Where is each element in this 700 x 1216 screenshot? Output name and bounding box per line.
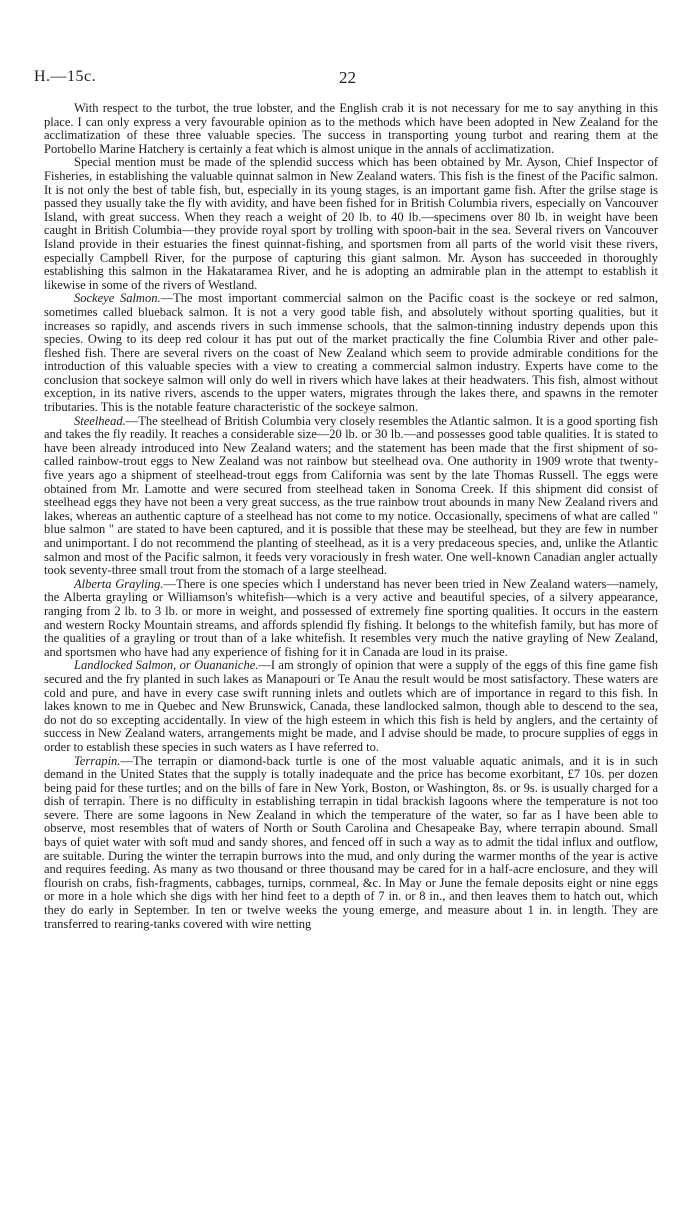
paragraph-heading: Alberta Grayling. — [74, 576, 164, 591]
paragraph-text: —The steelhead of British Columbia very closely resembles the Atlantic salmon. It is a good sporting fish and takes the fly readily. It reaches a considerable size—20 lb. or 30 lb.—and possesses good table qualities. It is stated to have been already introduced into New Zealand waters; and the statement has been made that the first shipment of so-called rainbow-trout eggs to New Zealand was not rainbow but steelhead ova. One authority in 1909 wrote that twenty-five years ago a shipment of steelhead-trout eggs from California was sent by the late Thomas Russell. The eggs were obtained from Mr. Lamotte and were secured from steelhead taken in Sonoma Creek. If this shipment did consist of steelhead eggs they have not been a very great success, as the true rainbow trout abounds in many New Zealand rivers and lakes, whereas an authentic capture of a steelhead has not come to my notice. Occasionally, specimens of what are called " blue salmon " are stated to have been captured, and it is possible that these may be steelhead, but they are few in number and unimportant. I do not recommend the planting of steelhead, as it is a very predaceous species, and, unlike the Atlantic salmon and most of the Pacific salmon, it feeds very voraciously in fresh water. One well-known Canadian angler actually took seventy-three small trout from the stomach of a large steelhead. — [44, 413, 658, 578]
paragraph-landlocked-salmon — [44, 659, 658, 754]
page-header — [34, 68, 666, 90]
paragraph-heading: Steelhead. — [74, 413, 126, 428]
paragraph-text: —The terrapin or diamond-back turtle is one of the most valuable aquatic animals, and it is in such demand in the United States that the supply is totally inadequate and the price has become exorbitant, £7 10s. per dozen being paid for these turtles; and on the bills of fare in New York, Boston, or Washington, 8s. or 9s. is usually charged for a dish of terrapin. There is no difficulty in establishing terrapin in tidal brackish lagoons where the temperature is not too severe. There are some lagoons in New Zealand in which the temperature of the water, so far as I have been able to observe, most resembles that of waters of North or South Carolina and Chesapeake Bay, where terrapin abound. Small bays of quiet water with soft mud and sandy shores, and fenced off in such a way as to admit the tidal influx and outflow, are suitable. During the winter the terrapin burrows into the mud, and only during the warmer months of the year is active and requires feeding. As many as two thousand or three thousand may be cared for in a half-acre enclosure, and they will flourish on crabs, fish-fragments, cabbages, turnips, cornmeal, &c. In May or June the female deposits eight or nine eggs or more in a hole which she digs with her hind feet to a depth of 7 in. or 8 in., and then leaves them to hatch out, which they do early in September. In ten or twelve weeks the young emerge, and measure about 1 in. in length. They are transferred to rearing-tanks covered with wire netting — [44, 753, 658, 931]
paragraph-sockeye-salmon — [44, 292, 658, 414]
body-text — [44, 102, 658, 931]
paragraph-text: Special mention must be made of the splendid success which has been obtained by Mr. Ayson, Chief Inspector of Fisheries, in establishing the valuable quinnat salmon in New Zealand waters. This fish is the finest of the Pacific salmon. It is not only the best of table fish, but, especially in its young stages, is an important game fish. After the grilse stage is passed they usually take the fly with avidity, and have been fished for in British Columbia rivers, especially on Vancouver Island, with great success. When they reach a weight of 20 lb. to 40 lb.—specimens over 80 lb. in weight have been caught in British Columbia—they provide royal sport by trolling with spoon-bait in the sea. Several rivers on Vancouver Island provide in their estuaries the finest quinnat-fishing, and sportsmen from all parts of the world visit these rivers, especially Campbell River, for the purpose of capturing this giant salmon. Mr. Ayson has succeeded in thoroughly establishing this salmon in the Hakataramea River, and he is adopting an admirable plan in the attempt to establish it likewise in some of the rivers of Westland. — [44, 155, 658, 292]
page-number: 22 — [339, 68, 356, 87]
document-reference: H.—15c. — [34, 68, 97, 85]
paragraph-heading: Terrapin. — [74, 753, 121, 768]
paragraph-turbot-lobster-crab — [44, 102, 658, 156]
paragraph-steelhead — [44, 415, 658, 578]
paragraph-terrapin — [44, 755, 658, 932]
paragraph-heading: Landlocked Salmon, or Ouananiche. — [74, 658, 259, 673]
paragraph-text: —The most important commercial salmon on the Pacific coast is the sockeye or red salmon, sometimes called blueback salmon. It is not a very good table fish, and absolutely without sporting qualities, but it increases so rapidly, and ascends rivers in such immense schools, that the salmon-tinning industry depends upon this species. Owing to its deep red colour it has put out of the market practically the fine Columbia River and other pale-fleshed fish. There are several rivers on the coast of New Zealand which seem to provide admirable conditions for the introduction of this valuable species with a view to creating a commercial salmon industry. Experts have come to the conclusion that sockeye salmon will only do well in rivers which have lakes at their headwaters. This fish, almost without exception, in its native rivers, ascends to the upper waters, migrates through the lakes there, and spawns in the remoter tributaries. This is the notable feature characteristic of the sockeye salmon. — [44, 291, 658, 415]
paragraph-text: —There is one species which I understand has never been tried in New Zealand waters—namely, the Alberta grayling or Williamson's whitefish—which is a very active and beautiful species, of a silvery appearance, ranging from 2 lb. to 3 lb. or more in weight, and possessed of extremely fine sporting qualities. It occurs in the eastern and western Rocky Mountain streams, and affords splendid fly fishing. It belongs to the whitefish family, but has more of the qualities of a grayling or trout than of a lake whitefish. It resembles very much the native grayling of New Zealand, and sportsmen who have had any experience of fishing for it in Canada are loud in its praise. — [44, 576, 658, 659]
paragraph-text: With respect to the turbot, the true lobster, and the English crab it is not necessary for me to say anything in this place. I can only express a very favourable opinion as to the methods which have been adopted in New Zealand for the acclimatization of these three valuable species. The success in transporting young turbot and rearing them at the Portobello Marine Hatchery is certainly a feat which is almost unique in the annals of acclimatization. — [44, 101, 658, 156]
paragraph-quinnat-salmon — [44, 156, 658, 292]
paragraph-alberta-grayling — [44, 578, 658, 660]
paragraph-text: —I am strongly of opinion that were a supply of the eggs of this fine game fish secured and the fry planted in such lakes as Manapouri or Te Anau the result would be most satisfactory. These waters are cold and pure, and have in every case swift running inlets and outlets which are of importance in regard to this fish. In lakes known to me in Quebec and New Brunswick, Canada, these landlocked salmon, though able to descend to the sea, do not do so excepting accidentally. In view of the high esteem in which this fish is held by anglers, and the certainty of success in New Zealand waters, arrangements might be made, and I advise should be made, to procure supplies of eggs in order to establish these species in such waters as I have referred to. — [44, 658, 658, 754]
paragraph-heading: Sockeye Salmon. — [74, 291, 161, 306]
